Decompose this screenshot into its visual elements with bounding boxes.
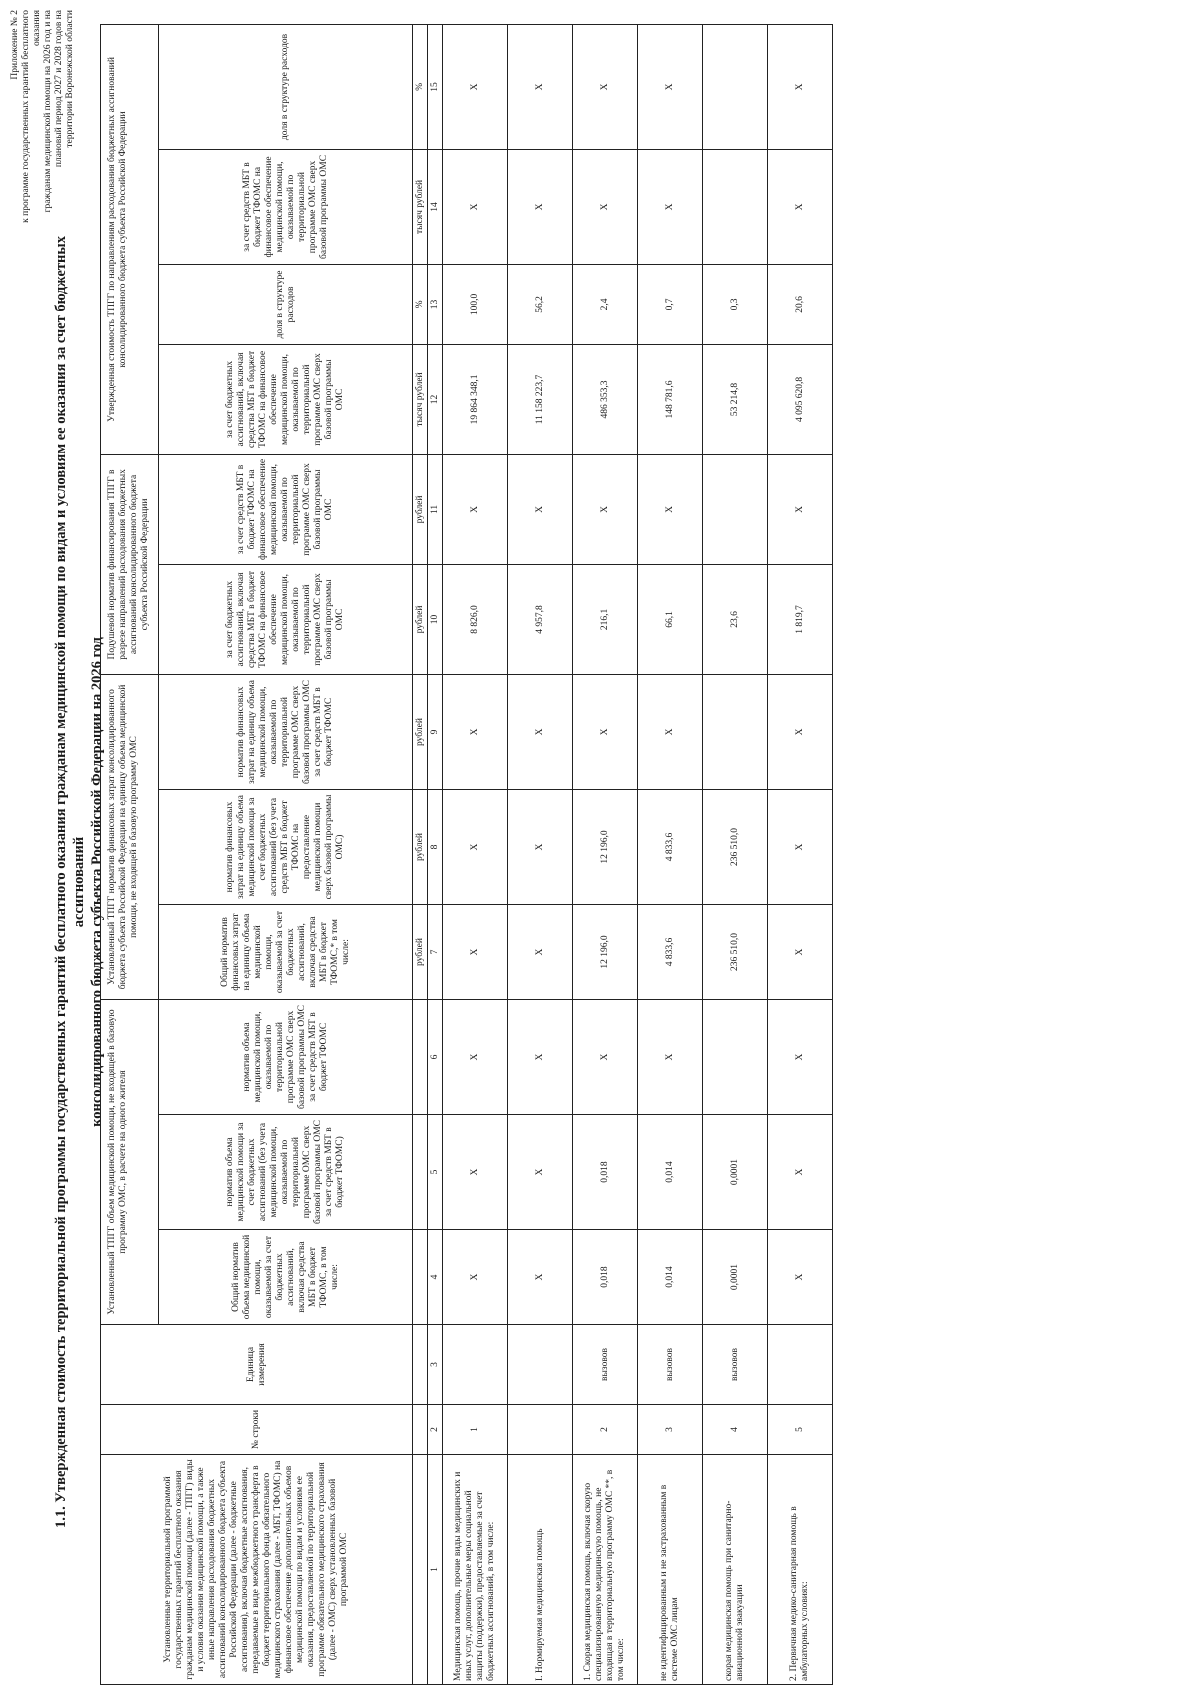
header-c10: за счет бюджетных ассигнований, включая средства МБТ в бюджет ТФОМС на финансовое обеспечение медицинской помощи, оказываемой по территориальной программе ОМС сверх базовой программы ОМС [159,564,413,674]
row-label: скорая медицинская помощь при санитарно-авиационной эвакуации [703,1455,768,1685]
table-cell: Х [768,1115,833,1230]
column-number: 11 [428,454,443,564]
table-cell: Х [768,1230,833,1325]
appendix-line: к программе государственных гарантий бесплатного оказания [21,10,42,223]
appendix-line: плановый период 2027 и 2028 годов на [54,10,64,168]
column-number: 6 [428,1000,443,1115]
unit-cell: рублей [413,790,428,905]
table-cell: 1 819,7 [768,564,833,674]
column-number: 10 [428,564,443,674]
column-number: 1 [428,1455,443,1685]
table-cell: 56,2 [508,264,573,344]
table-cell: вызовов [573,1325,638,1405]
header-c15: доля в структуре расходов [159,24,413,149]
table-cell: 66,1 [638,564,703,674]
column-number: 8 [428,790,443,905]
header-c13: доля в структуре расходов [159,264,413,344]
table-cell: Х [508,905,573,1000]
table-cell: 3 [638,1405,703,1455]
table-cell: Х [768,454,833,564]
table-cell: Х [573,24,638,149]
table-cell: 12 196,0 [573,790,638,905]
header-c11: за счет средств МБТ в бюджет ТФОМС на финансовое обеспечение медицинской помощи, оказываемой по территориальной программе ОМС сверх базовой программы ОМС [159,454,413,564]
table-cell: 4 833,6 [638,790,703,905]
unit-cell [413,1115,428,1230]
table-cell: 23,6 [703,564,768,674]
unit-cell: тысяч рублей [413,149,428,264]
table-cell: Х [573,674,638,789]
column-number: 15 [428,24,443,149]
column-number: 12 [428,344,443,454]
header-c1: Установленные территориальной программой государственных гарантий бесплатного оказания гражданам медицинской помощи (далее - ТПГГ) виды и условия оказания медицинской помощи, а также иные направления расходования бюджетных ассигнований консолидированного бюджета субъекта Российской Федерации (далее - бюджетные ассигнования), включая бюджетные ассигнования, передаваемые в виде межбюджетного трансферта в бюджет территориального фонда обязательного медицинского страхования (далее - МБТ, ТФОМС) на финансовое обеспечение дополнительных объемов медицинской помощи по видам и условиям ее оказания, предоставляемой по территориальной программе обязательного медицинского страхования (далее - ОМС) сверх установленных базовой программой ОМС [101,1455,413,1685]
table-cell: Х [638,674,703,789]
units-row [413,24,428,1684]
table-cell: Х [768,674,833,789]
title-line: 1.1. Утвержденная стоимость территориальной программы государственных гарантий бесплатного оказания гражданам медицинской помощи по видам и условиям ее оказания за счет бюджетных ассигнований [53,236,87,1529]
table-cell: Х [443,149,508,264]
row-label: 2. Первичная медико-санитарная помощь в амбулаторных условиях: [768,1455,833,1685]
column-number: 2 [428,1405,443,1455]
table-cell: 236 510,0 [703,905,768,1000]
table-cell: вызовов [703,1325,768,1405]
table-cell: 11 158 223,7 [508,344,573,454]
unit-cell: рублей [413,564,428,674]
header-c8: норматив финансовых затрат на единицу объема медицинской помощи за счет бюджетных ассигнований (без учета средств МБТ в бюджет ТФОМС на предоставление медицинской помощи сверх базовой программы ОМС) [159,790,413,905]
table-body [443,24,833,1684]
table-cell: 0,018 [573,1230,638,1325]
table-row [768,24,833,1684]
table-cell: 0,3 [703,264,768,344]
table-cell [703,149,768,264]
header-group-cost-norm: Установленный ТПГГ норматив финансовых затрат консолидированного бюджета субъекта Российской Федерации на единицу объема медицинской помощи, не входящей в базовую программу ОМС [101,674,159,999]
header-c5: норматив объема медицинской помощи за счет бюджетных ассигнований (без учета медицинской помощи, оказываемой по территориальной программе ОМС сверх базовой программы ОМС за счет средств МБТ в бюджет ТФОМС) [159,1115,413,1230]
table-cell: Х [768,1000,833,1115]
unit-cell [413,1405,428,1455]
table-cell: 1 [443,1405,508,1455]
column-number: 14 [428,149,443,264]
appendix-line: гражданам медицинской помощи на 2026 год и на [43,10,53,213]
header-c12: за счет бюджетных ассигнований, включая средства МБТ в бюджет ТФОМС на финансовое обеспечение медицинской помощи, оказываемой по территориальной программе ОМС сверх базовой программы ОМС [159,344,413,454]
table-cell: Х [638,454,703,564]
table-cell: Х [768,149,833,264]
unit-cell [413,1325,428,1405]
header-c7: Общий норматив финансовых затрат на единицу объема медицинской помощи, оказываемой за счет бюджетных ассигнований, включая средства МБТ в бюджет ТФОМС,* в том числе: [159,905,413,1000]
table-cell: 0,018 [573,1115,638,1230]
table-cell: Х [638,1000,703,1115]
table-cell: Х [508,1115,573,1230]
header-c2: № строки [101,1405,413,1455]
appendix-line: территории Воронежской области [65,10,75,148]
table-cell: Х [443,1230,508,1325]
table-cell: Х [768,790,833,905]
table-cell: Х [443,454,508,564]
header-group-approved-cost: Утвержденная стоимость ТПГГ по направлениям расходования бюджетных ассигнований консолидированного бюджета субъекта Российской Федерации [101,24,159,454]
table-cell: Х [768,905,833,1000]
table-cell: Х [638,24,703,149]
table-cell [508,1325,573,1405]
table-cell: Х [768,24,833,149]
unit-cell: рублей [413,674,428,789]
table-cell: 2,4 [573,264,638,344]
table-row [703,24,768,1684]
row-label: 1. Скорая медицинская помощь, включая скорую специализированную медицинскую помощь, не входящая в территориальную программу ОМС **, в том числе: [573,1455,638,1685]
column-number: 3 [428,1325,443,1405]
table-cell: 0,014 [638,1115,703,1230]
cost-table [100,24,833,1685]
column-number: 9 [428,674,443,789]
header-c9: норматив финансовых затрат на единицу объема медицинской помощи, оказываемой по территориальной программе ОМС сверх базовой программы ОМС за счет средств МБТ в бюджет ТФОМС [159,674,413,789]
column-number: 13 [428,264,443,344]
table-cell: 19 864 348,1 [443,344,508,454]
table-cell: 4 [703,1405,768,1455]
table-cell: Х [508,149,573,264]
header-c4: Общий норматив объема медицинской помощи, оказываемой за счет бюджетных ассигнований, включая средства МБТ в бюджет ТФОМС, в том числе: [159,1230,413,1325]
unit-cell: % [413,264,428,344]
table-cell: Х [573,149,638,264]
table-cell: Х [443,1000,508,1115]
unit-cell: рублей [413,905,428,1000]
table-cell: 53 214,8 [703,344,768,454]
row-label: Медицинская помощь, прочие виды медицинских и иных услуг, дополнительные меры социальной защиты (поддержки), предоставляемые за счет бюджетных ассигнований, в том числе: [443,1455,508,1685]
row-label: не идентифицированным и не застрахованным в системе ОМС лицам [638,1455,703,1685]
table-cell: Х [443,1115,508,1230]
table-cell: Х [443,674,508,789]
table-cell: Х [638,149,703,264]
table-row [638,24,703,1684]
table-cell [443,1325,508,1405]
header-c3: Единица измерения [101,1325,413,1405]
table-cell: вызовов [638,1325,703,1405]
table-row [573,24,638,1684]
title-line: консолидированного бюджета субъекта Российской Федерации на 2026 год [89,637,105,1127]
table-cell: 4 957,8 [508,564,573,674]
table-cell: 5 [768,1405,833,1455]
table-cell [703,454,768,564]
table-cell: Х [573,1000,638,1115]
table-cell: Х [573,454,638,564]
table-cell: Х [508,674,573,789]
table-cell [703,1000,768,1115]
table-cell: 12 196,0 [573,905,638,1000]
header-group-per-capita: Подушевой норматив финансирования ТПГГ в разрезе направлений расходования бюджетных ассигнований консолидированного бюджета субъекта Российской Федерации [101,454,159,674]
column-number: 5 [428,1115,443,1230]
table-cell: 4 095 620,8 [768,344,833,454]
unit-cell: % [413,24,428,149]
column-number: 4 [428,1230,443,1325]
table-cell: Х [508,454,573,564]
row-label: I. Нормируемая медицинская помощь [508,1455,573,1685]
unit-cell [413,1000,428,1115]
table-cell: Х [508,1000,573,1115]
table-cell: 2 [573,1405,638,1455]
table-cell [768,1325,833,1405]
header-c6: норматив объема медицинской помощи, оказываемой по территориальной программе ОМС сверх базовой программы ОМС за счет средств МБТ в бюджет ТФОМС [159,1000,413,1115]
table-cell: 0,0001 [703,1230,768,1325]
table-cell: Х [508,1230,573,1325]
table-cell: 4 833,6 [638,905,703,1000]
table-cell [703,674,768,789]
column-number: 7 [428,905,443,1000]
column-number-row [428,24,443,1684]
table-cell: Х [508,24,573,149]
document-title [52,207,106,1557]
table-cell: 0,0001 [703,1115,768,1230]
table-row [508,24,573,1684]
table-cell: 486 353,3 [573,344,638,454]
table-cell [703,24,768,149]
table-cell: 216,1 [573,564,638,674]
table-cell: 100,0 [443,264,508,344]
table-cell [508,1405,573,1455]
table-cell: 8 826,0 [443,564,508,674]
table-cell: 0,7 [638,264,703,344]
unit-cell: тысяч рублей [413,344,428,454]
appendix-line: Приложение № 2 [10,10,20,80]
table-cell: Х [443,24,508,149]
table-cell: 20,6 [768,264,833,344]
header-group-volume: Установленный ТПГГ объем медицинской помощи, не входящей в базовую программу ОМС, в расчете на одного жителя [101,1000,159,1325]
table-cell: 236 510,0 [703,790,768,905]
table-cell: Х [508,790,573,905]
table-cell: 0,014 [638,1230,703,1325]
header-c14: за счет средств МБТ в бюджет ТФОМС на финансовое обеспечение медицинской помощи, оказываемой по территориальной программе ОМС сверх базовой программы ОМС [159,149,413,264]
table-cell: 148 781,6 [638,344,703,454]
unit-cell: рублей [413,454,428,564]
unit-cell [413,1230,428,1325]
table-cell: Х [443,790,508,905]
table-row [443,24,508,1684]
unit-cell [413,1455,428,1685]
table-cell: Х [443,905,508,1000]
